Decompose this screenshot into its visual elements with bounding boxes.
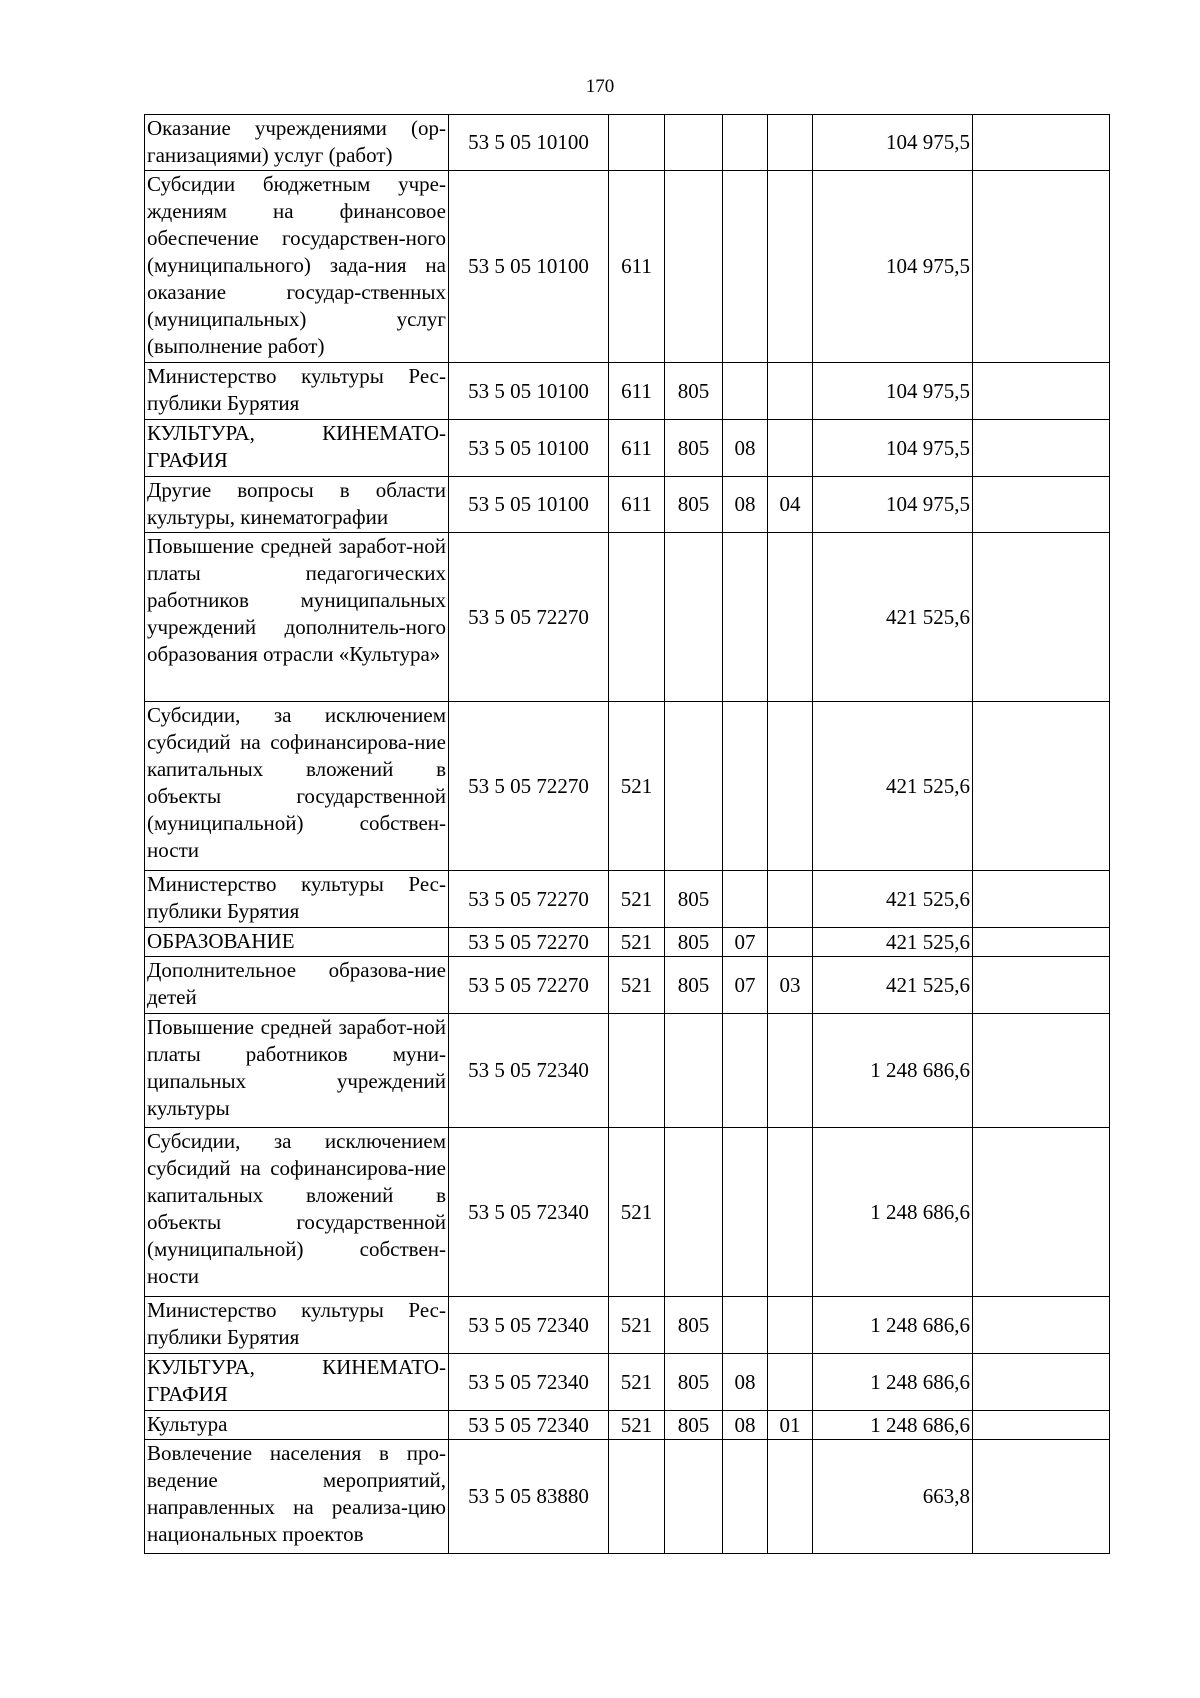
row-name: Субсидии бюджетным учре-ждениям на финансовое обеспечение государствен-ного (муниципального) зада-ния на оказание государ-ственных (муниципальных) услуг (выполнение работ) xyxy=(145,171,449,363)
row-csr: 53 5 05 72340 xyxy=(449,1411,609,1440)
row-vr: 611 xyxy=(609,363,665,420)
row-grbs xyxy=(665,115,723,171)
row-extra xyxy=(973,1297,1110,1354)
row-grbs xyxy=(665,1440,723,1554)
row-sum: 1 248 686,6 xyxy=(813,1297,973,1354)
row-extra xyxy=(973,477,1110,533)
row-rz: 08 xyxy=(723,420,768,477)
row-rz: 08 xyxy=(723,1354,768,1411)
row-rz: 07 xyxy=(723,928,768,957)
row-grbs xyxy=(665,702,723,871)
row-sum: 421 525,6 xyxy=(813,533,973,702)
row-sum: 104 975,5 xyxy=(813,115,973,171)
row-name: Повышение средней заработ-ной платы педагогических работников муниципальных учреждений дополнитель-ного образования отрасли «Культура» xyxy=(145,533,449,702)
row-grbs xyxy=(665,171,723,363)
table-row xyxy=(145,1014,1110,1128)
row-csr: 53 5 05 10100 xyxy=(449,477,609,533)
row-grbs xyxy=(665,1014,723,1128)
row-vr xyxy=(609,533,665,702)
row-pr xyxy=(768,171,813,363)
row-extra xyxy=(973,171,1110,363)
row-csr: 53 5 05 72270 xyxy=(449,533,609,702)
row-rz: 08 xyxy=(723,1411,768,1440)
row-name: Министерство культуры Рес-публики Бурятия xyxy=(145,1297,449,1354)
row-sum: 104 975,5 xyxy=(813,420,973,477)
row-grbs xyxy=(665,1128,723,1297)
row-csr: 53 5 05 72340 xyxy=(449,1297,609,1354)
row-sum: 1 248 686,6 xyxy=(813,1128,973,1297)
row-extra xyxy=(973,420,1110,477)
row-name: Субсидии, за исключением субсидий на софинансирова-ние капитальных вложений в объекты государственной (муниципальной) собствен-ности xyxy=(145,1128,449,1297)
row-vr: 521 xyxy=(609,1128,665,1297)
row-vr: 521 xyxy=(609,957,665,1014)
row-csr: 53 5 05 72270 xyxy=(449,702,609,871)
row-csr: 53 5 05 72270 xyxy=(449,957,609,1014)
row-extra xyxy=(973,1440,1110,1554)
row-extra xyxy=(973,1014,1110,1128)
row-csr: 53 5 05 10100 xyxy=(449,363,609,420)
row-name: Субсидии, за исключением субсидий на софинансирова-ние капитальных вложений в объекты государственной (муниципальной) собствен-ности xyxy=(145,702,449,871)
row-sum: 104 975,5 xyxy=(813,171,973,363)
row-pr xyxy=(768,1354,813,1411)
row-extra xyxy=(973,115,1110,171)
table-body xyxy=(145,115,1110,1554)
row-extra xyxy=(973,533,1110,702)
row-name: Министерство культуры Рес-публики Бурятия xyxy=(145,363,449,420)
row-vr xyxy=(609,1014,665,1128)
row-extra xyxy=(973,928,1110,957)
row-rz: 07 xyxy=(723,957,768,1014)
row-sum: 1 248 686,6 xyxy=(813,1411,973,1440)
row-rz xyxy=(723,702,768,871)
row-grbs: 805 xyxy=(665,871,723,928)
row-sum: 421 525,6 xyxy=(813,928,973,957)
row-vr: 521 xyxy=(609,1411,665,1440)
row-grbs: 805 xyxy=(665,420,723,477)
row-sum: 663,8 xyxy=(813,1440,973,1554)
row-name: Дополнительное образова-ние детей xyxy=(145,957,449,1014)
row-csr: 53 5 05 72340 xyxy=(449,1014,609,1128)
row-sum: 104 975,5 xyxy=(813,363,973,420)
row-sum: 421 525,6 xyxy=(813,702,973,871)
row-csr: 53 5 05 10100 xyxy=(449,115,609,171)
table-row xyxy=(145,115,1110,171)
table-row xyxy=(145,957,1110,1014)
row-grbs: 805 xyxy=(665,477,723,533)
row-grbs: 805 xyxy=(665,1354,723,1411)
table-row xyxy=(145,1411,1110,1440)
row-name: Оказание учреждениями (ор-ганизациями) услуг (работ) xyxy=(145,115,449,171)
row-rz xyxy=(723,1297,768,1354)
table-row xyxy=(145,420,1110,477)
row-csr: 53 5 05 72270 xyxy=(449,871,609,928)
row-grbs xyxy=(665,533,723,702)
row-name: Повышение средней заработ-ной платы работников муни-ципальных учреждений культуры xyxy=(145,1014,449,1128)
row-name: Культура xyxy=(145,1411,449,1440)
row-vr: 521 xyxy=(609,1354,665,1411)
row-grbs: 805 xyxy=(665,363,723,420)
table-row xyxy=(145,533,1110,702)
row-rz xyxy=(723,871,768,928)
row-rz xyxy=(723,1128,768,1297)
row-name: ОБРАЗОВАНИЕ xyxy=(145,928,449,957)
row-rz: 08 xyxy=(723,477,768,533)
row-rz xyxy=(723,171,768,363)
row-rz xyxy=(723,115,768,171)
row-pr xyxy=(768,115,813,171)
row-extra xyxy=(973,363,1110,420)
row-pr: 03 xyxy=(768,957,813,1014)
row-pr xyxy=(768,702,813,871)
row-pr: 01 xyxy=(768,1411,813,1440)
row-sum: 104 975,5 xyxy=(813,477,973,533)
row-vr xyxy=(609,115,665,171)
row-sum: 1 248 686,6 xyxy=(813,1354,973,1411)
row-sum: 421 525,6 xyxy=(813,871,973,928)
row-pr xyxy=(768,363,813,420)
row-extra xyxy=(973,1128,1110,1297)
table-row xyxy=(145,871,1110,928)
row-vr: 521 xyxy=(609,1297,665,1354)
row-rz xyxy=(723,533,768,702)
row-vr: 611 xyxy=(609,420,665,477)
table-row xyxy=(145,1440,1110,1554)
table-row xyxy=(145,1297,1110,1354)
table-row xyxy=(145,363,1110,420)
row-pr xyxy=(768,420,813,477)
row-csr: 53 5 05 83880 xyxy=(449,1440,609,1554)
row-name: Министерство культуры Рес-публики Бурятия xyxy=(145,871,449,928)
row-name: Другие вопросы в области культуры, кинематографии xyxy=(145,477,449,533)
row-sum: 1 248 686,6 xyxy=(813,1014,973,1128)
row-extra xyxy=(973,702,1110,871)
row-grbs: 805 xyxy=(665,1297,723,1354)
row-name: КУЛЬТУРА, КИНЕМАТО-ГРАФИЯ xyxy=(145,420,449,477)
row-vr: 521 xyxy=(609,702,665,871)
table-row xyxy=(145,928,1110,957)
row-name: Вовлечение населения в про-ведение мероприятий, направленных на реализа-цию национальных проектов xyxy=(145,1440,449,1554)
row-csr: 53 5 05 72270 xyxy=(449,928,609,957)
table-row xyxy=(145,477,1110,533)
page-number: 170 xyxy=(585,76,615,97)
row-name: КУЛЬТУРА, КИНЕМАТО-ГРАФИЯ xyxy=(145,1354,449,1411)
row-sum: 421 525,6 xyxy=(813,957,973,1014)
row-rz xyxy=(723,1014,768,1128)
row-extra xyxy=(973,871,1110,928)
row-pr xyxy=(768,1440,813,1554)
row-csr: 53 5 05 72340 xyxy=(449,1128,609,1297)
row-vr: 611 xyxy=(609,477,665,533)
row-extra xyxy=(973,1411,1110,1440)
budget-table xyxy=(144,114,1110,1554)
row-pr xyxy=(768,1014,813,1128)
row-vr: 521 xyxy=(609,871,665,928)
row-vr: 611 xyxy=(609,171,665,363)
row-vr xyxy=(609,1440,665,1554)
table-row xyxy=(145,171,1110,363)
row-csr: 53 5 05 72340 xyxy=(449,1354,609,1411)
row-vr: 521 xyxy=(609,928,665,957)
row-grbs: 805 xyxy=(665,957,723,1014)
table-row xyxy=(145,702,1110,871)
row-csr: 53 5 05 10100 xyxy=(449,171,609,363)
row-pr: 04 xyxy=(768,477,813,533)
table-row xyxy=(145,1128,1110,1297)
row-pr xyxy=(768,533,813,702)
row-pr xyxy=(768,1297,813,1354)
row-pr xyxy=(768,928,813,957)
row-csr: 53 5 05 10100 xyxy=(449,420,609,477)
row-rz xyxy=(723,363,768,420)
row-extra xyxy=(973,957,1110,1014)
table-row xyxy=(145,1354,1110,1411)
row-rz xyxy=(723,1440,768,1554)
row-grbs: 805 xyxy=(665,928,723,957)
row-pr xyxy=(768,1128,813,1297)
row-pr xyxy=(768,871,813,928)
row-grbs: 805 xyxy=(665,1411,723,1440)
row-extra xyxy=(973,1354,1110,1411)
